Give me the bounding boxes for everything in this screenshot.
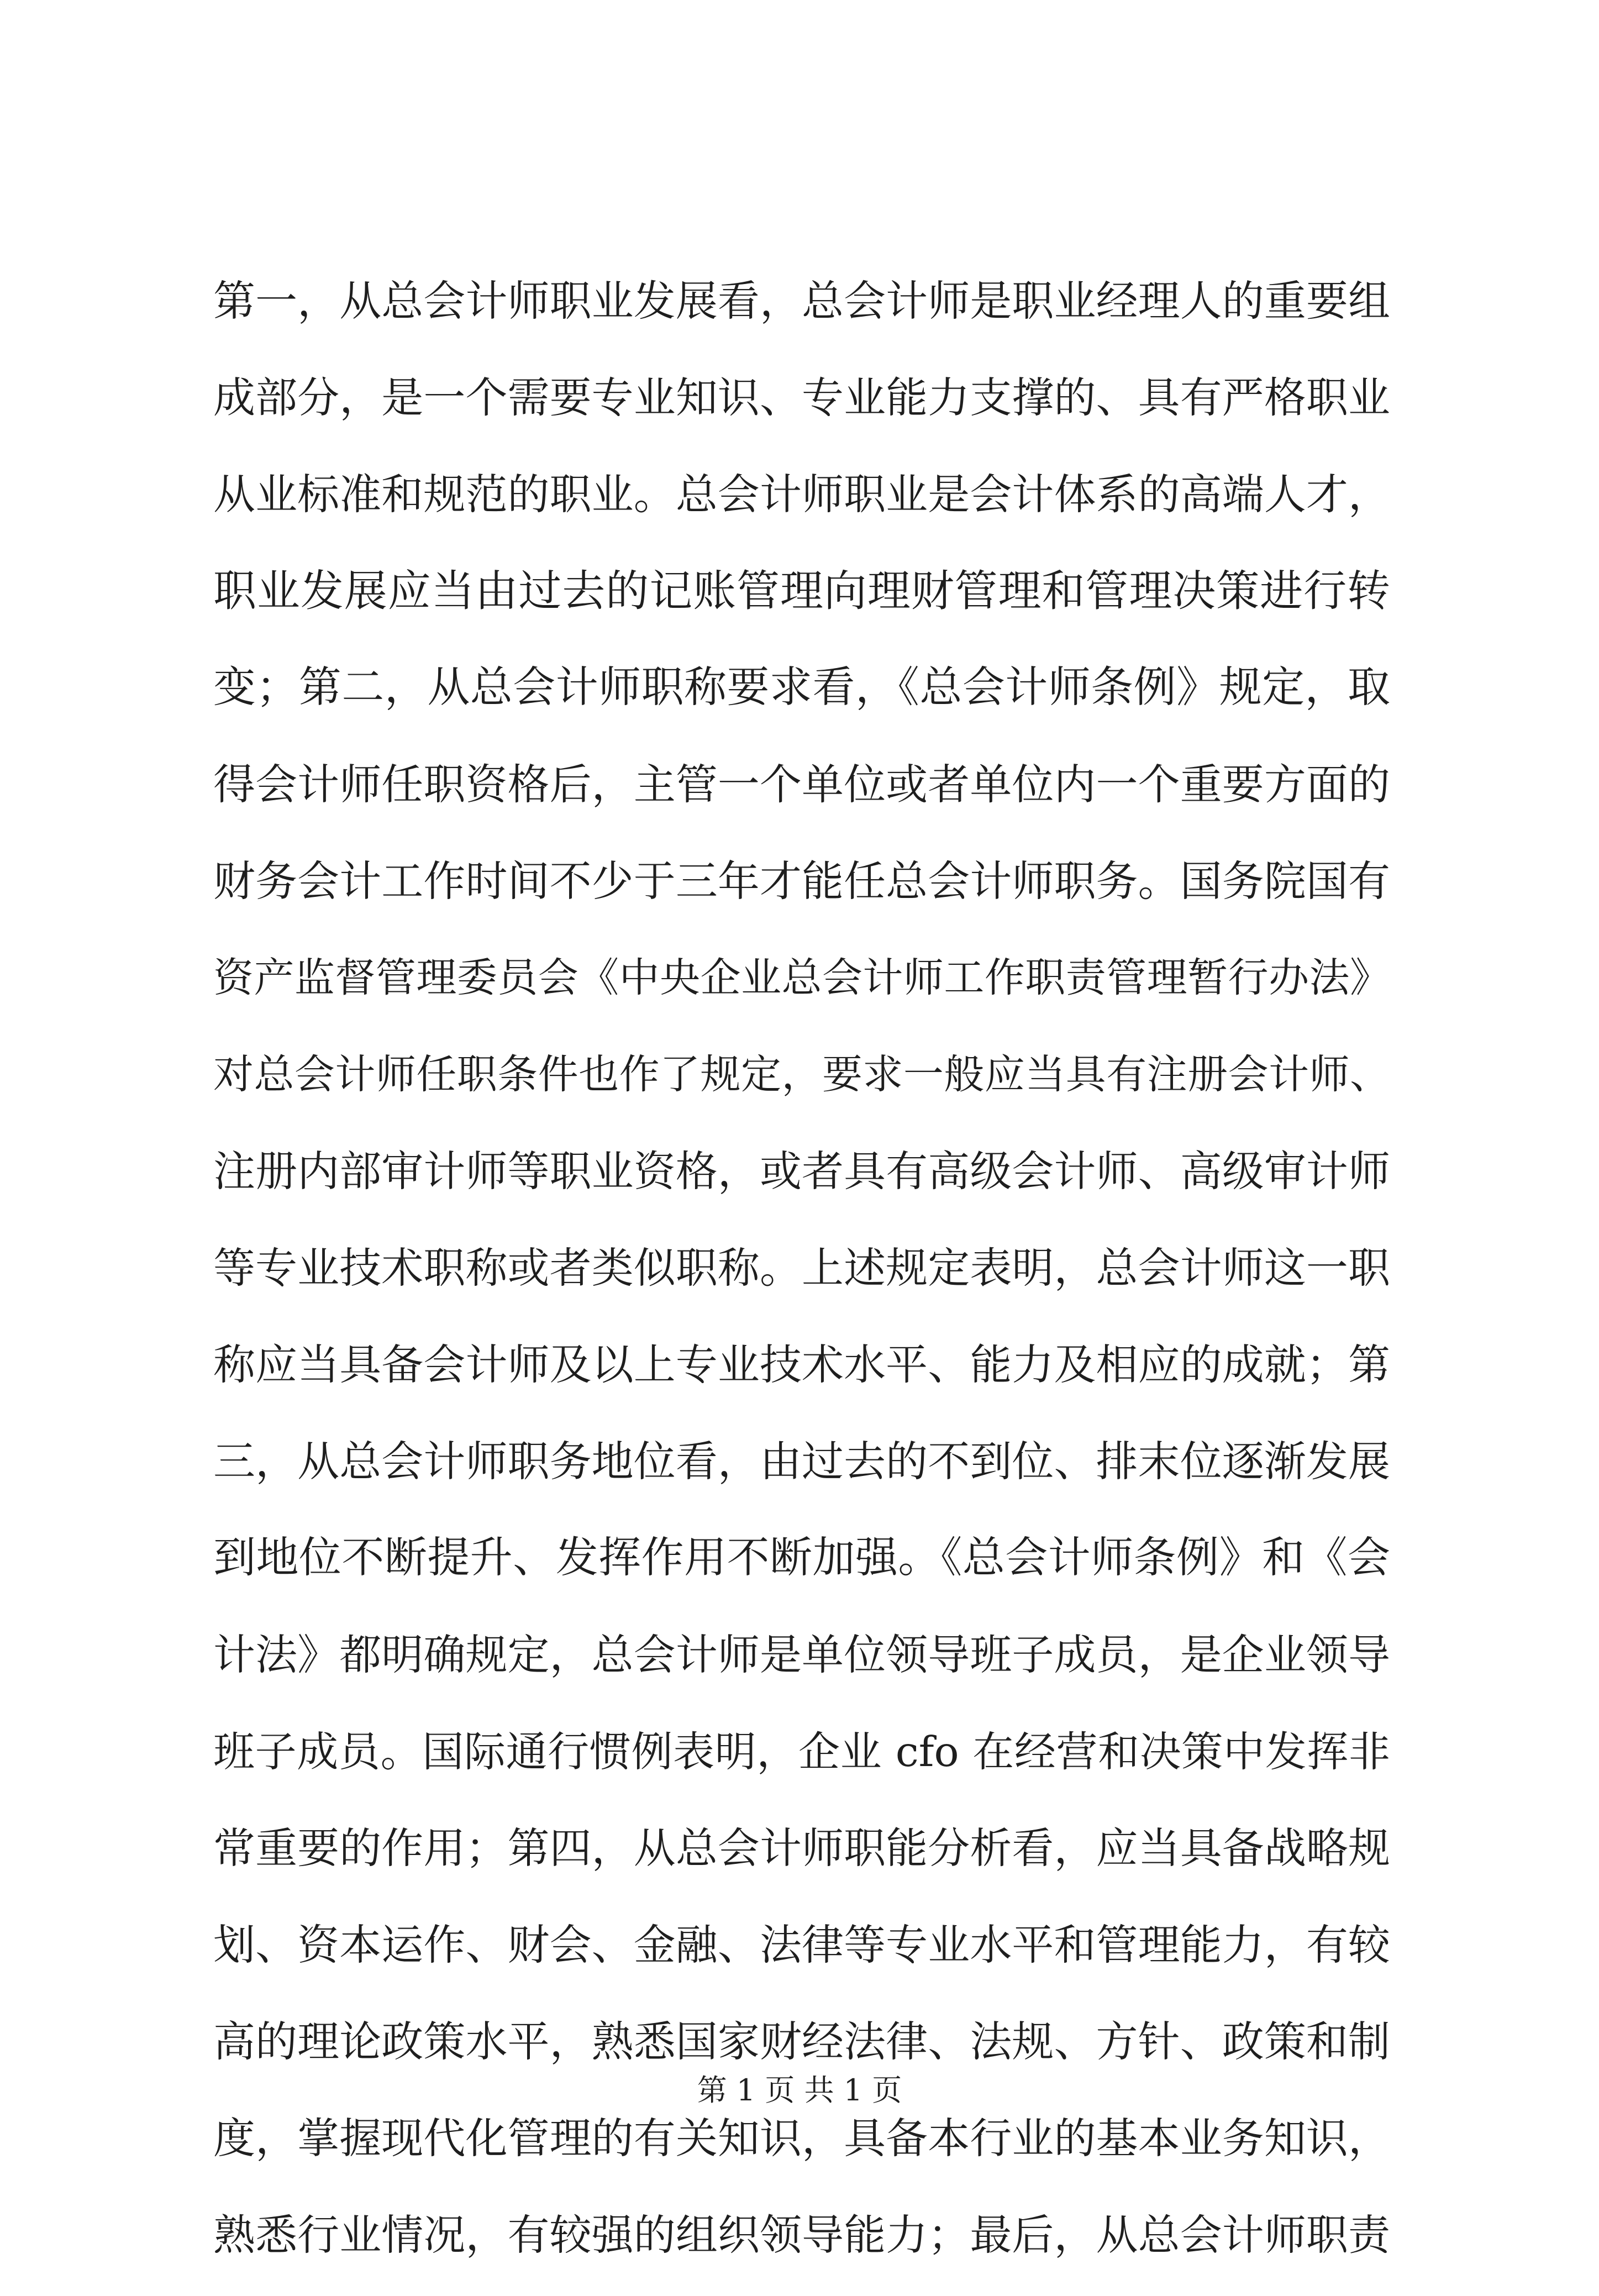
- text-line: 班子成员。国际通行惯例表明，企业 cfo 在经营和决策中发挥非: [213, 1727, 1390, 1776]
- page-number-footer: 第 1 页 共 1 页: [697, 2073, 902, 2108]
- text-line: 职业发展应当由过去的记账管理向理财管理和管理决策进行转: [213, 566, 1390, 616]
- text-line: 称应当具备会计师及以上专业技术水平、能力及相应的成就；第: [213, 1340, 1390, 1389]
- text-line: 对总会计师任职条件也作了规定，要求一般应当具有注册会计师、: [213, 1051, 1390, 1098]
- text-line: 常重要的作用；第四，从总会计师职能分析看，应当具备战略规: [213, 1824, 1390, 1873]
- text-line: 得会计师任职资格后，主管一个单位或者单位内一个重要方面的: [213, 760, 1390, 809]
- text-line: 财务会计工作时间不少于三年才能任总会计师职务。国务院国有: [213, 857, 1390, 906]
- text-line: 等专业技术职称或者类似职称。上述规定表明，总会计师这一职: [213, 1243, 1390, 1293]
- text-line: 到地位不断提升、发挥作用不断加强。《总会计师条例》和《会: [213, 1533, 1390, 1583]
- text-line: 资产监督管理委员会《中央企业总会计师工作职责管理暂行办法》: [213, 954, 1390, 1001]
- text-line: 注册内部审计师等职业资格，或者具有高级会计师、高级审计师: [213, 1147, 1390, 1196]
- text-line: 高的理论政策水平，熟悉国家财经法律、法规、方针、政策和制: [213, 2017, 1390, 2066]
- text-line: 计法》都明确规定，总会计师是单位领导班子成员，是企业领导: [213, 1630, 1390, 1679]
- body-paragraph: [213, 265, 1390, 2296]
- text-line: 度，掌握现代化管理的有关知识，具备本行业的基本业务知识，: [213, 2114, 1390, 2163]
- text-line: 划、资本运作、财会、金融、法律等专业水平和管理能力，有较: [213, 1920, 1390, 1969]
- text-line: 变；第二，从总会计师职称要求看，《总会计师条例》规定，取: [213, 663, 1390, 712]
- text-line: 成部分，是一个需要专业知识、专业能力支撑的、具有严格职业: [213, 373, 1390, 422]
- text-line: 从业标准和规范的职业。总会计师职业是会计体系的高端人才，: [213, 470, 1390, 519]
- text-line: 熟悉行业情况，有较强的组织领导能力；最后，从总会计师职责: [213, 2210, 1390, 2260]
- text-line: 第一，从总会计师职业发展看，总会计师是职业经理人的重要组: [213, 276, 1390, 325]
- text-line: 三，从总会计师职务地位看，由过去的不到位、排末位逐渐发展: [213, 1437, 1390, 1486]
